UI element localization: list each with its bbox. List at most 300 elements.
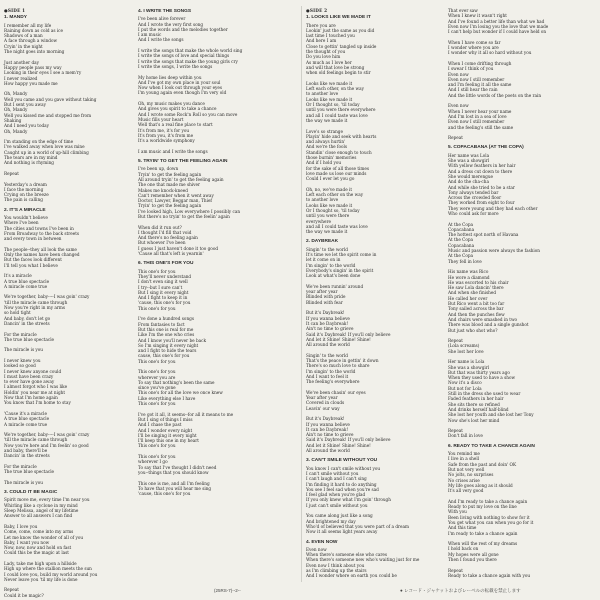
lyric-line: and I fight to hide the tears — [138, 348, 197, 354]
lyric-line: You see I feel sad when you're sad — [306, 486, 379, 492]
lyric-line: I remember all my life — [4, 22, 52, 28]
lyric-line: When I come drifting through — [448, 60, 512, 66]
lyric-line: I've got it all, it seems--for all it means to me — [138, 411, 234, 417]
lyric-line: the thought of you — [306, 49, 346, 55]
lyric-line: And this time — [448, 525, 477, 531]
lyric-line: And I'm ready to take a chance again — [448, 498, 528, 504]
lyric-line: Let me know the wonder of all of you — [4, 534, 84, 540]
lyric-line: And do the cha-cha — [448, 179, 489, 185]
lyric-line: Repeat — [448, 428, 463, 434]
lyric-line: This one's for you — [138, 369, 176, 375]
lyric-line: Well that's a real fine place to start — [138, 122, 213, 128]
song-title: 3. CAN'T SMILE WITHOUT YOU — [306, 458, 378, 464]
lyric-line: But I sent you away — [4, 102, 46, 108]
lyric-line: And I wonder where on earth you could be — [306, 573, 397, 579]
lyric-line: The miracle is you — [4, 347, 44, 353]
lyric-line: Everybody's singin' in the spirit — [306, 267, 374, 273]
lyric-line: I hold back on — [448, 546, 479, 552]
song-title: 5. TRYIN' TO GET THE FEELING AGAIN — [138, 159, 228, 165]
lyric-line: Cryin' in the night — [4, 43, 43, 49]
lyric-line: Shadows of a man — [4, 33, 43, 39]
lyric-line: so hold tight — [4, 310, 31, 316]
lyric-line: And I want to feel it — [306, 373, 349, 379]
lyric-line: Said it's Daybreak! If you'll only believe — [306, 437, 391, 443]
lyric-line: I've been alive forever — [138, 16, 186, 22]
center-divider — [301, 6, 302, 582]
lyric-line: I face the morning — [4, 186, 44, 192]
lyric-line: Even now I'm losing you the love that we made — [448, 23, 549, 29]
lyric-line: Dancin' in the streets — [4, 320, 50, 326]
lyric-line: Even now — [448, 103, 469, 109]
lyric-line: And if I hold you — [306, 160, 342, 166]
lyric-line: But it's Daybreak! — [306, 416, 345, 422]
lyric-line: But it's Daybreak! — [306, 310, 345, 316]
lyric-line: Love's so strange — [306, 128, 343, 134]
lyric-line: Could this be the magic at last — [4, 550, 69, 556]
song-title: 1. LOOKS LIKE WE MADE IT — [306, 15, 371, 21]
lyric-line: It can be Daybreak! — [306, 320, 349, 326]
song-title: 3. COULD IT BE MAGIC — [4, 490, 58, 496]
lyric-line: Safe from the past and doin' OK — [448, 461, 517, 467]
lyric-line: It's from you, it's from me — [138, 132, 194, 138]
lyric-line: Leavin' our way — [306, 405, 340, 411]
lyric-line: With you — [448, 509, 467, 515]
lyric-line: Looking in their eyes I see a mem'ry — [4, 70, 82, 76]
lyric-line: Her name was Lola — [448, 152, 490, 158]
lyric-line: Even now — [306, 546, 327, 552]
lyric-line: I'm singin' to the world — [306, 262, 356, 268]
side-label: ● SIDE 1 — [4, 8, 144, 13]
lyric-line: looked so good — [4, 363, 36, 369]
lyric-line: This one is me, and all I'm feeling — [138, 480, 210, 486]
lyric-line: As much as I love her — [306, 59, 352, 65]
song-block — [306, 15, 446, 234]
lyric-line: And I wrote some Rock'n Roll so you can move — [138, 111, 238, 117]
lyric-line: Looks like we made it — [306, 80, 353, 86]
lyric-line: And I chase the past — [138, 422, 182, 428]
lyric-line: We're together, baby----I was goin' crazy — [4, 294, 90, 300]
lyric-line: And we're the fools — [306, 144, 348, 150]
lyric-line: From fantasies to fact — [138, 321, 185, 327]
song-block — [448, 444, 588, 578]
lyric-line: I'll be singing it every night — [138, 432, 197, 438]
lyric-line: A true blue spectacle — [4, 278, 50, 284]
lyric-line: The tears are in my mind — [4, 155, 58, 161]
lyric-line: The one that made me shiver — [138, 182, 200, 188]
lyric-line: Never leave you 'til my life is done — [4, 576, 78, 582]
lyric-line: The true blue spectacle — [4, 469, 55, 475]
lyric-line: Oh, Mandy — [4, 91, 28, 97]
lyric-line: Baby, I love you — [4, 523, 38, 529]
copyright-notice: ● レコード・ジャケットおよびレーベルの転載を禁止します — [400, 588, 521, 593]
lyric-line: My life goes along as it should — [448, 482, 513, 488]
lyric-line: When there's someone else who cares — [306, 552, 388, 558]
lyric-line: And I still hear the rain — [448, 87, 498, 93]
lyric-line: And drinks herself half-blind — [448, 406, 509, 412]
lyric-line: And let it Shine! Shine! Shine! — [306, 442, 371, 448]
lyric-line: I don't even sing it well — [138, 279, 188, 285]
lyric-line: and the feeling's still the same — [448, 124, 514, 130]
lyric-line: And I'm lost in a sea of love — [448, 113, 507, 119]
lyric-line: The true blue spectacle — [4, 336, 55, 342]
lyric-line: I could love you, build my world around you — [4, 571, 98, 577]
lyric-line: Singin' to the world — [306, 352, 348, 358]
lyric-line: Oh, no, we've made it — [306, 186, 353, 192]
lyric-line: Left each other on the way — [306, 192, 364, 198]
lyric-line: Oh, my music makes you dance — [138, 101, 205, 107]
lyric-line: A miracle come true — [4, 283, 48, 289]
lyric-line: 'till the miracle came through — [4, 437, 68, 443]
lyric-line: Tryin' to get the feeling again — [138, 203, 202, 209]
lyric-line: Shaking — [4, 117, 22, 123]
lyric-line: It's a worldwide symphony — [138, 138, 195, 144]
lyric-line: But I sing of things I miss — [138, 416, 193, 422]
lyric-line: I've looked high, Low everywhere I possibly can — [138, 208, 241, 214]
lyric-line: From Broadway to the back streets — [4, 230, 80, 236]
lyric-line: She was a showgirl — [448, 158, 490, 164]
lyric-line: My home lies deep within you — [138, 74, 202, 80]
lyric-line: And baby, don't let go — [4, 315, 51, 321]
lyric-line: Across the crowded floor — [448, 195, 502, 201]
lyric-line: That's the peace in gettin' it down — [306, 358, 379, 363]
lyric-line: At the Copa — [448, 221, 474, 227]
lyric-line: This one's for all the love we once knew — [138, 390, 223, 396]
lyric-line: 'Cause it's a miracle — [4, 410, 47, 416]
lyric-line: Could it be magic? — [4, 592, 44, 598]
lyric-line: to ever have gone away — [4, 379, 55, 385]
lyric-line: Ain't no time to grieve — [306, 432, 354, 438]
lyric-line: Now it all seems light years away — [306, 529, 378, 535]
lyric-line: When did it run out? — [138, 224, 182, 230]
lyric-line: He was escorted to his chair — [448, 279, 509, 285]
lyric-line: Now when I look out through your eyes — [138, 85, 223, 91]
lyric-line: So I'm singing it every night — [138, 342, 199, 348]
lyric-line: Repeat — [448, 338, 463, 344]
lyric-line: Come, come, come into my arms — [4, 529, 74, 535]
lyric-line: At the Copa — [448, 237, 474, 243]
lyric-line: That ever saw — [448, 8, 478, 13]
lyric-line: Standin' close enough to touch — [306, 149, 372, 155]
lyric-line: and all I could taste was love — [306, 112, 368, 118]
lyric-line: All around tryin' to get the feeling again — [138, 176, 224, 182]
lyric-line: He wore a diamond — [448, 274, 490, 280]
lyric-line: To say that I've thought I didn't need — [138, 464, 217, 470]
lyric-line: And a dress cut down to there — [448, 168, 513, 174]
lyric-line: I never knew anyone could — [4, 368, 62, 374]
lyric-line: until you were there — [306, 213, 350, 219]
lyric-line: When I never hear your name — [448, 108, 512, 114]
lyric-line: And let it Shine! Shine! Shine! — [306, 336, 371, 342]
lyric-line: I'll tell you what I believe — [4, 262, 58, 268]
lyrics-column-4 — [448, 8, 588, 578]
lyric-line: She was a showgirl — [448, 364, 490, 370]
lyric-line: This one's for you — [138, 268, 176, 274]
lyric-line: You get what you can when you go for it — [448, 519, 534, 525]
lyric-line: I write the songs that make the young girls cry — [138, 58, 238, 64]
lyric-line: Year after year — [306, 395, 338, 401]
lyric-line: A face through a window — [4, 38, 58, 44]
lyric-line: and all I could taste was love — [306, 223, 368, 229]
lyric-line: Been living with nothing to show for it — [448, 514, 530, 520]
lyric-line: When there's someone new who's waiting just for me — [306, 557, 420, 563]
lyric-line: If you wanna believe — [306, 315, 350, 321]
lyric-line: The night goes into morning — [4, 49, 65, 55]
lyric-line: When I have come so far — [448, 39, 501, 45]
lyric-line: I can't laugh and I can't sing — [306, 476, 367, 482]
footer — [0, 586, 600, 596]
lyric-line: Or I thought so, 'til today — [306, 102, 360, 108]
lyric-line: This one's for you — [138, 358, 176, 364]
lyric-line: The people--they all look the same — [4, 246, 77, 252]
lyric-line: I write the songs, I write the songs — [138, 63, 213, 69]
lyric-line: you--things that you should know — [138, 469, 209, 475]
lyric-line: And I need you today — [4, 123, 50, 129]
lyric-line: Only the names have been changed — [4, 252, 80, 258]
lyric-line: I'm ready to take a chance again — [448, 530, 518, 536]
lyric-line: I've done a hundred songs — [138, 316, 194, 322]
lyric-line: I'm standing on the edge of time — [4, 139, 74, 145]
lyric-line: Faded feathers in her hair — [448, 396, 504, 402]
lyric-line: Who could ask for more — [448, 210, 499, 216]
lyric-line: They'll never understand — [138, 273, 192, 279]
lyric-line: Ain't no time to grieve — [306, 326, 354, 332]
lyric-line: When I knew it wasn't right — [448, 13, 507, 19]
lyric-line: Looks like we made it — [306, 202, 353, 208]
lyric-line: But there's no tryin' to get the feelin' again — [138, 213, 230, 219]
song-block — [138, 159, 278, 256]
lyric-line: Like I'm the one who cries — [138, 332, 195, 338]
lyric-line: for the sake of all those times — [306, 165, 369, 171]
lyric-line: 'Cause all that's left is yearnin' — [138, 251, 204, 257]
lyric-line: She lost her youth and she lost her Tony — [448, 412, 534, 418]
song-title: 2. DAYBREAK — [306, 239, 339, 245]
side-label: ● SIDE 2 — [306, 8, 446, 13]
lyric-line: It's from me, it's for you — [138, 127, 190, 133]
lyric-line: Her name is Lola — [448, 359, 485, 365]
lyric-line: Playin' hide and seek with hearts — [306, 133, 377, 139]
lyric-line: Can't remember when it went away — [138, 192, 214, 198]
lyric-line: Could I ever let you go — [306, 176, 355, 182]
lyric-line: Repeat — [448, 567, 463, 573]
lyric-line: I'm singin' to the world — [306, 368, 356, 374]
lyric-line: Repeat — [4, 170, 19, 176]
lyric-line: Lookin' just the same as you did — [306, 27, 375, 33]
lyric-line: When they used to have a show — [448, 375, 516, 381]
lyric-line: And chairs were smashed in two — [448, 316, 518, 322]
lyric-line: Even now — [448, 71, 469, 77]
lyric-line: We've been runnin' around — [306, 283, 364, 289]
lyric-line: No crises arise — [448, 477, 480, 483]
lyric-line: I must have been crazy — [4, 373, 54, 379]
lyric-line: At the Copa — [448, 253, 474, 259]
lyric-line: The cities and towns I've been in — [4, 225, 74, 231]
lyric-line: Music and passion were always the fashion — [448, 248, 540, 254]
lyric-line: I am music — [138, 32, 162, 38]
lyric-line: to another love — [306, 197, 339, 203]
song-title: 1. MANDY — [4, 15, 27, 21]
lyric-line: This one's for you — [138, 443, 176, 449]
lyric-line: And I've got my own place in your soul — [138, 79, 221, 85]
lyric-line: as I'm climbing up the stairs — [306, 567, 367, 573]
lyric-line: Repeat — [448, 135, 463, 141]
lyric-line: We're together, baby----I was goin' crazy — [4, 432, 90, 438]
lyric-line: Still in the dress she used to wear — [448, 391, 521, 397]
catalog-code: (25RS-7)--2-- — [214, 588, 241, 593]
lyric-line: And gives you spirit to take a chance — [138, 106, 217, 112]
lyric-line: And there's no feeling again — [138, 235, 198, 241]
lyric-line: You know that I'm home to stay — [4, 400, 71, 406]
lyric-line: I wonder where you are — [448, 45, 499, 51]
lyric-line: She lost her love — [448, 348, 484, 354]
lyric-line: Well you came and you gave without taking — [4, 96, 97, 102]
lyric-line: I swear I think of you — [448, 66, 494, 72]
lyric-line: Sleep Melissa, angel of my lifetime — [4, 508, 79, 514]
lyric-line: And I wrote the very first song — [138, 21, 204, 27]
lyric-line: Now you're right in my arms — [4, 305, 66, 311]
lyric-line: All around the world — [306, 448, 350, 454]
lyric-line: I live in a shell — [448, 456, 480, 462]
lyric-line: And when she finished — [448, 290, 497, 296]
lyric-line: I write the songs of love and special things — [138, 53, 230, 59]
lyric-line: until you were there everywhere — [306, 107, 376, 113]
lyric-line: Dancin' in the streets — [4, 453, 50, 459]
lyric-line: cause, this one's for you — [138, 353, 190, 359]
lyric-line: I can't help but wonder if I could have held on — [448, 29, 547, 35]
lyric-line: Repeat — [4, 587, 19, 593]
lyric-line: I guess I just haven't done it too good — [138, 245, 219, 251]
lyric-line: those burnin' memories — [306, 155, 357, 161]
lyric-line: year after year — [306, 289, 338, 295]
lyric-line: And I know you'll never be back — [138, 337, 207, 343]
lyric-line: and I'm feeling it all the same — [448, 82, 512, 88]
lyric-line: Even now I still remember — [448, 119, 505, 125]
lyric-line: And brightened my day — [306, 518, 356, 524]
lyric-line: And I write the songs — [138, 37, 184, 43]
lyric-line: Lady, take me high upon a hillside — [4, 560, 77, 566]
lyric-line: There you are — [306, 22, 336, 28]
lyric-line: Even now I still remember — [448, 76, 505, 82]
lyric-line: Or I thought so, 'til today — [306, 207, 360, 213]
lyric-line: and every town in between — [4, 236, 62, 242]
lyric-line: since you've gone — [138, 385, 176, 391]
lyric-line: Now, now, now and hold on fast — [4, 545, 72, 551]
lyrics-column-2 — [138, 8, 278, 578]
lyric-line: I'm finding it hard to do anything — [306, 481, 377, 487]
lyric-line: She sits there so refined — [448, 401, 500, 407]
lyric-line: Said it's Daybreak! If you'll only believe — [306, 331, 391, 337]
song-block — [306, 239, 446, 453]
lyric-line: Now it's a disco — [448, 380, 482, 386]
lyric-line: Tryin' to get the feeling again — [138, 171, 202, 177]
lyric-line: Singin' to the world — [306, 246, 348, 252]
lyric-line: Answer to all answers I can find — [4, 513, 73, 519]
lyric-line: If you wanna believe — [306, 421, 350, 427]
lyric-line: Music fills your heart — [138, 116, 184, 122]
lyric-line: And then the punches flew — [448, 311, 505, 317]
song-block — [4, 208, 144, 485]
lyric-line: Blinded with fear — [306, 299, 343, 305]
lyric-line: But the faces look different — [4, 257, 62, 263]
lyric-line: To have that you will hear me sing — [138, 485, 212, 491]
lyric-line: Happy people pass my way — [4, 64, 62, 70]
lyric-line: Crying on the breeze — [4, 192, 49, 198]
lyric-line: wherever I go — [138, 459, 168, 465]
lyric-line: You know I can't smile without you — [306, 465, 381, 471]
lyric-line: This one's for you — [138, 401, 176, 407]
lyric-line: I almost forgot who I was like — [4, 384, 68, 390]
lyric-line: wherever you are — [138, 374, 176, 380]
lyric-line: to another love — [306, 91, 339, 97]
lyric-line: 'cause, this one's for you — [138, 491, 191, 497]
lyric-line: Now that I'm home again — [4, 395, 58, 401]
lyric-line: Who'd of believed that you were part of a dream — [306, 523, 409, 529]
lyric-line: If you only knew what I'm goin' through — [306, 497, 391, 503]
lyric-line: Even now I think about you — [306, 562, 365, 568]
lyric-line: There's so much love to share — [306, 363, 370, 369]
lyric-line: And I've found a better life than what we had — [448, 18, 545, 24]
lyric-line: Just another day — [4, 59, 39, 65]
lyric-line: And here I am — [306, 38, 337, 44]
lyric-line: Then I found you there — [448, 556, 497, 562]
lyric-line: Copacabana — [448, 242, 475, 248]
lyric-line: Ready to put my love on the line — [448, 504, 517, 510]
lyric-line: His name was Rico — [448, 269, 489, 275]
lyric-line: when old feelings begin to stir — [306, 70, 371, 76]
lyric-line: But this one is real for me — [138, 326, 194, 332]
lyric-line: I try--but I sure can't — [138, 284, 183, 290]
lyric-line: It's all very good — [448, 488, 484, 494]
lyric-line: Look at what's been done — [306, 273, 361, 279]
lyric-line: No jolts, no surprises — [448, 472, 494, 478]
lyric-line: Now you're here and I'm feelin' so good — [4, 442, 89, 448]
lyric-line: But Rico went a bit too far — [448, 301, 505, 307]
lyric-line: They worked from eight to four — [448, 200, 515, 206]
lyric-line: The feeling's everywhere — [306, 379, 360, 385]
lyric-line: Now she's lost her mind — [448, 417, 500, 423]
lyric-line: It can be Daybreak! — [306, 426, 349, 432]
song-block — [138, 9, 278, 154]
lyric-line: But not for Lola — [448, 385, 482, 391]
lyric-line: Blinded with pride — [306, 294, 346, 300]
song-title: 5. COPACABANA (AT THE COPA) — [448, 145, 524, 151]
lyric-line: the way we made it — [306, 229, 348, 235]
lyric-line: I can't smile without you — [306, 470, 359, 476]
lyric-line: I put the words and the melodies together — [138, 26, 228, 32]
lyric-line: But whoever I've been — [138, 240, 186, 246]
lyric-line: I am music and I write the songs — [138, 148, 208, 154]
lyric-line: But I sing it every night — [138, 289, 189, 295]
lyric-line: Ready to take a chance again with you — [448, 572, 531, 578]
song-block — [306, 540, 446, 579]
lyric-line: Tony sailed across the bar — [448, 306, 504, 312]
lyric-line: The hottest spot north of Havana — [448, 232, 519, 238]
lyric-line: Covered in clouds — [306, 400, 345, 406]
lyric-line: love made us lose our minds — [306, 170, 367, 176]
song-title: 6. READY TO TAKE A CHANCE AGAIN — [448, 443, 535, 449]
lyric-line: Copacabana — [448, 226, 475, 232]
lyric-line: The pain is calling — [4, 197, 43, 203]
lyric-line: And I wonder every night — [138, 427, 193, 433]
lyric-line: For the miracle — [4, 463, 37, 469]
lyric-line: But just who shot who? — [448, 327, 498, 333]
lyric-line: 'till the miracle came through — [4, 299, 68, 305]
lyric-line: You came along just like a song — [306, 513, 373, 519]
lyric-line: Baby, I want you now — [4, 539, 50, 545]
lyric-line: I never realized — [4, 75, 38, 81]
lyric-line: Oh, Mandy — [4, 107, 28, 113]
lyric-line: To say that nothing's been the same — [138, 379, 215, 385]
song-title: 4. EVEN NOW — [306, 539, 338, 545]
